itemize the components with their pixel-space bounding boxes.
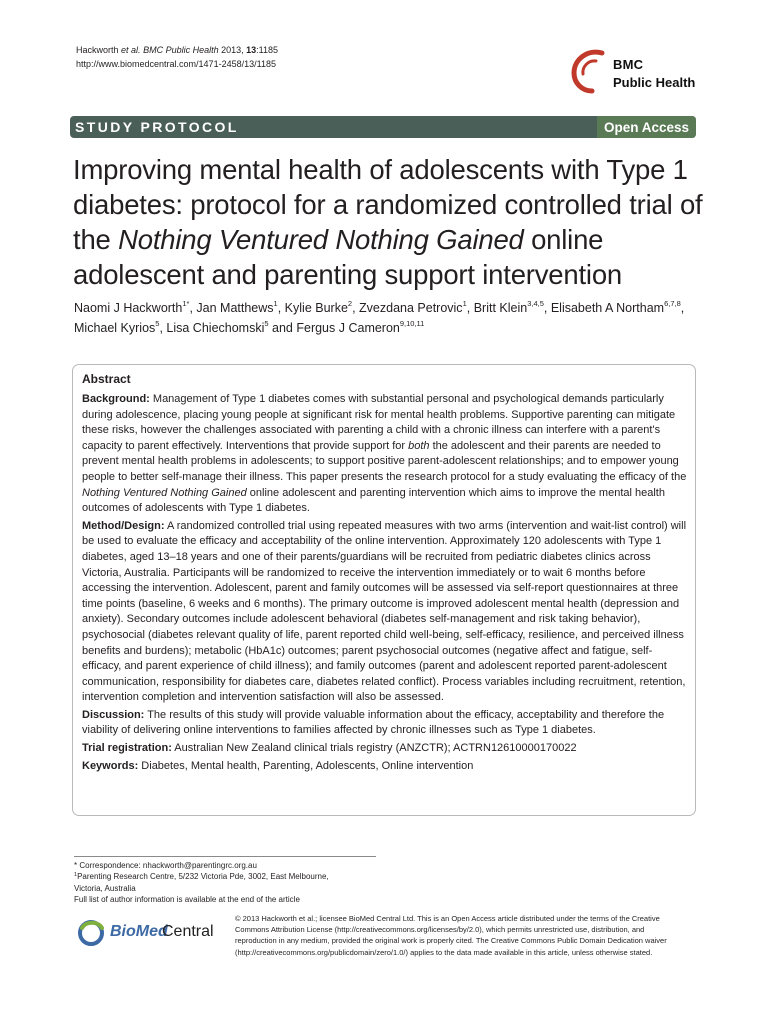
background-label: Background: <box>82 393 150 405</box>
author-separator: , <box>680 301 685 315</box>
author-name: Kylie Burke <box>284 301 348 315</box>
copyright-notice: © 2013 Hackworth et al.; licensee BioMed Central Ltd. This is an Open Access article distributed under the terms of the Creative Commons Attribution License (http://creativecommons.org/licenses/by/2.0), which permits unrestricted use, distribution, and reproduction in any medium, provided the original work is properly cited. The Creative Commons Public Domain Dedication waiver (http://creativecommons.org/publicdomain/zero/1.0/) applies to the data made available in this article, unless otherwise stated. <box>235 914 667 957</box>
header-volume: 13 <box>246 45 257 55</box>
article-title <box>73 152 713 292</box>
citation-line <box>76 43 278 57</box>
author-affiliation-sup: 5 <box>264 319 269 328</box>
background-text-3: online adolescent and parenting intervention which aims to improve the mental health outcomes of adolescents with Type 1 diabetes. <box>82 486 665 515</box>
header-page: :1185 <box>256 45 279 55</box>
keywords-label: Keywords: <box>82 759 139 772</box>
biomed-swirl-icon <box>76 918 108 948</box>
author-affiliation-sup: 5 <box>155 319 160 328</box>
author-name: Lisa Chiechomski <box>166 321 265 335</box>
logo-public-health-text: Public Health <box>613 75 696 90</box>
header-journal: BMC Public Health <box>143 45 219 55</box>
running-header <box>76 43 278 71</box>
author-separator: , <box>189 301 197 315</box>
author-affiliation-sup: 6,7,8 <box>664 299 681 308</box>
biomed-text: BioMed <box>110 923 168 940</box>
title-intervention-name: Nothing Ventured Nothing Gained <box>118 224 524 255</box>
author-separator: , <box>277 301 285 315</box>
abstract-discussion <box>82 708 687 739</box>
author-affiliation-sup: 1 <box>462 299 467 308</box>
abstract-trial-registration <box>82 741 687 757</box>
header-authors: Hackworth <box>76 45 119 55</box>
study-protocol-banner <box>70 116 696 138</box>
central-text: Central <box>162 923 214 940</box>
article-type-label: STUDY PROTOCOL <box>75 119 239 135</box>
background-italic: both <box>408 439 430 452</box>
author-name: Britt Klein <box>473 301 528 315</box>
logo-bmc-text: BMC <box>613 57 644 72</box>
abstract-methods <box>82 519 687 706</box>
author-name: Naomi J Hackworth <box>74 301 183 315</box>
abstract-box <box>72 364 696 816</box>
biomed-central-logo <box>76 918 226 948</box>
bmc-swirl-icon <box>566 47 610 97</box>
discussion-label: Discussion: <box>82 708 145 721</box>
methods-text: A randomized controlled trial using repeated measures with two arms (intervention and wait-list control) will be used to evaluate the efficacy and acceptability of the online intervention. Approximately 120 adolescents with Type 1 diabetes, aged 13–18 years and one of their parents/guardians will be recruited from pediatric diabetes clinics across Victoria, Australia. Participants will be randomized to receive the intervention immediately or to wait 6 months before accessing the intervention. Adolescent, parent and family outcomes will be assessed via self-report questionnaires at three time points (baseline, 6 weeks and 6 months). The primary outcome is improved adolescent mental health (depression and anxiety). Secondary outcomes include adolescent behavioral (diabetes self-management and risk taking behavior), psychosocial (diabetes relevant quality of life, parent reported child well-being, self-efficacy, resilience, and perceived illness benefits and burdens); metabolic (HbA1c) outcomes; parent psychosocial outcomes (negative affect and fatigue, self-efficacy, and parent experience of child illness); and family outcomes (parent and adolescent reported parent-adolescent communication, responsibility for diabetes care, diabetes related conflict). Process variables including recruitment, retention, intervention completion and intervention satisfaction will also be assessed. <box>82 519 687 704</box>
author-affiliation-sup: 1 <box>273 299 278 308</box>
article-url[interactable]: http://www.biomedcentral.com/1471-2458/13/1185 <box>76 59 276 69</box>
open-access-badge: Open Access <box>597 116 696 138</box>
author-separator: , <box>352 301 360 315</box>
header-year: 2013, <box>221 45 244 55</box>
bmc-public-health-logo <box>566 47 701 97</box>
background-italic-2: Nothing Ventured Nothing Gained <box>82 486 247 499</box>
author-affiliation-sup: 9,10,11 <box>399 319 425 328</box>
abstract-heading: Abstract <box>82 372 131 386</box>
author-list <box>74 298 714 338</box>
author-separator: , <box>543 301 551 315</box>
trial-label: Trial registration: <box>82 742 172 755</box>
author-separator: , <box>466 301 474 315</box>
trial-text: Australian New Zealand clinical trials registry (ANZCTR); ACTRN12610000170022 <box>171 742 577 755</box>
background-text-2: the adolescent and their parents are needed to prevent mental health problems in adolescents; to support positive parent-adolescent relationships; and to empower young people to better self-manage their illness. This paper presents the research protocol for a study evaluating the efficacy of the <box>82 439 687 483</box>
title-part-1: Improving mental health of adolescents with Type 1 diabetes: protocol for a randomized controlled trial of the <box>73 154 703 255</box>
affiliation-line-2: Victoria, Australia <box>74 883 136 893</box>
keywords-text: Diabetes, Mental health, Parenting, Adolescents, Online intervention <box>138 759 474 772</box>
header-etal: et al. <box>121 45 141 55</box>
abstract-background <box>82 392 687 517</box>
affiliation-line-1: Parenting Research Centre, 5/232 Victoria Pde, 3002, East Melbourne, <box>77 872 329 882</box>
methods-label: Method/Design: <box>82 519 165 532</box>
author-affiliation-sup: 2 <box>347 299 353 308</box>
author-affiliation-sup: 1* <box>182 299 190 308</box>
author-name: Jan Matthews <box>196 301 274 315</box>
author-name: Elisabeth A Northam <box>550 301 665 315</box>
full-list-note: Full list of author information is available at the end of the article <box>74 895 300 905</box>
author-name: Zvezdana Petrovic <box>359 301 463 315</box>
author-name: Michael Kyrios <box>74 321 156 335</box>
affiliation-note <box>74 871 329 882</box>
affiliation-sup: 1 <box>74 872 78 879</box>
footnotes <box>74 860 329 906</box>
author-separator: and <box>268 321 297 335</box>
author-affiliation-sup: 3,4,5 <box>527 299 544 308</box>
author-name: Fergus J Cameron <box>296 321 400 335</box>
correspondence-note[interactable]: * Correspondence: nhackworth@parentingrc.org.au <box>74 861 257 870</box>
author-separator: , <box>159 321 167 335</box>
footnote-divider <box>74 856 376 857</box>
discussion-text: The results of this study will provide valuable information about the efficacy, acceptability and therefore the viability of delivering online interventions to families affected by chronic illnesses such as Type 1 diabetes. <box>82 708 665 737</box>
background-text-1: Management of Type 1 diabetes comes with substantial personal and psychological demands particularly during adolescence, placing young people at significant risk for mental health problems. Supportive parenting can mitigate these risks, however the challenges associated with parenting a child with a chronic illness can interfere with a parent's capacity to parent effectively. Interventions that provide support for <box>82 393 676 452</box>
abstract-keywords <box>82 759 687 775</box>
title-part-2: online adolescent and parenting support intervention <box>73 224 623 290</box>
